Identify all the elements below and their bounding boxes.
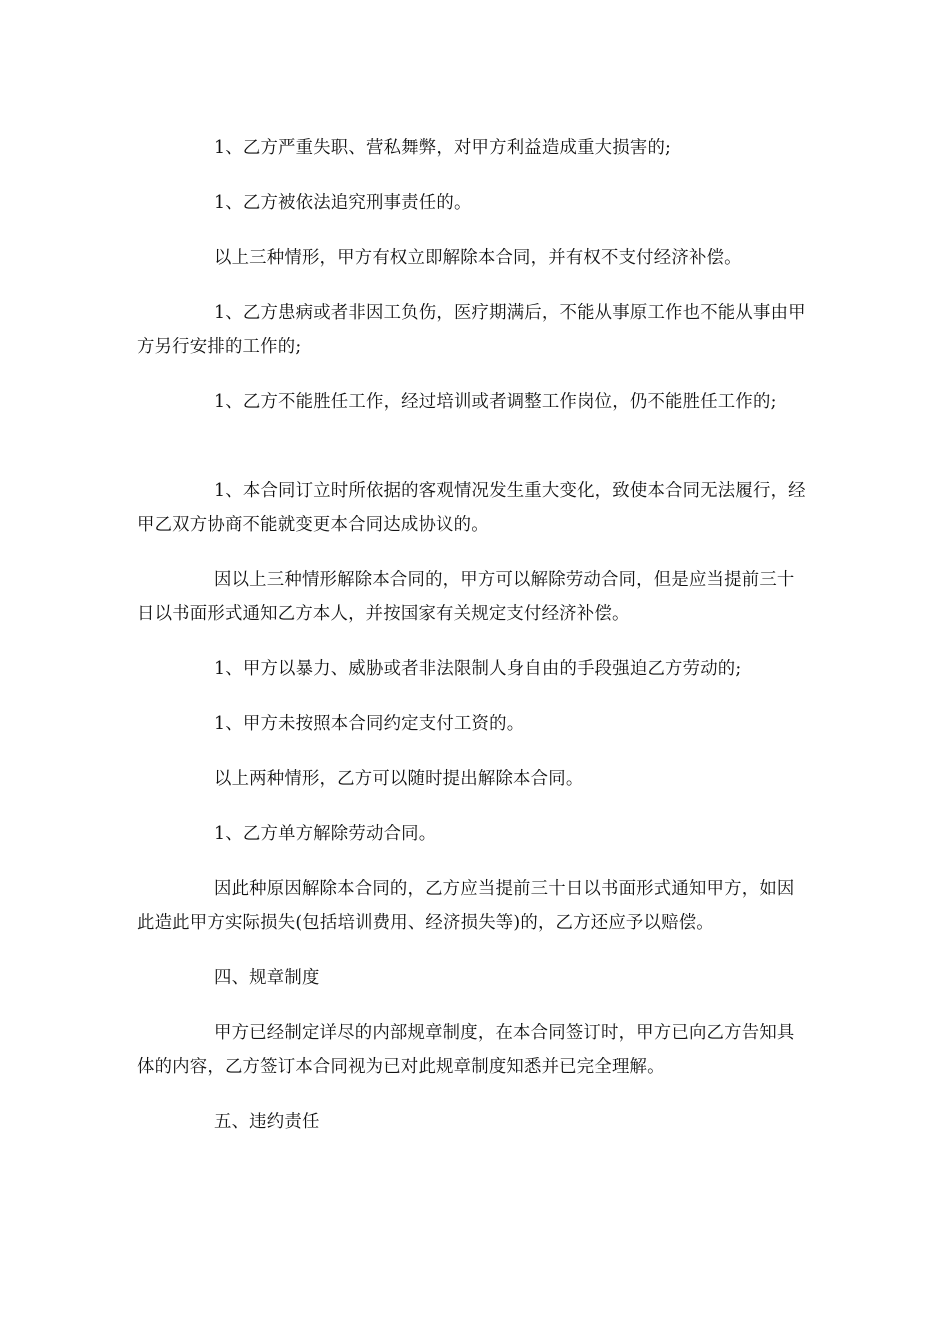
paragraph-4: 1、乙方患病或者非因工负伤，医疗期满后，不能从事原工作也不能从事由甲方另行安排的工作的; [137, 303, 806, 357]
section-heading-liability: 五、违约责任 [214, 1112, 320, 1132]
paragraph-11: 1、乙方单方解除劳动合同。 [214, 824, 437, 844]
paragraph-7: 因以上三种情形解除本合同的，甲方可以解除劳动合同，但是应当提前三十日以书面形式通知乙方本人，并按国家有关规定支付经济补偿。 [137, 570, 795, 624]
paragraph-3: 以上三种情形，甲方有权立即解除本合同，并有权不支付经济补偿。 [214, 248, 742, 268]
paragraph-6: 1、本合同订立时所依据的客观情况发生重大变化，致使本合同无法履行，经甲乙双方协商不能就变更本合同达成协议的。 [137, 481, 806, 535]
paragraph-10: 以上两种情形，乙方可以随时提出解除本合同。 [214, 769, 584, 789]
paragraph-2: 1、乙方被依法追究刑事责任的。 [214, 193, 472, 213]
paragraph-9: 1、甲方未按照本合同约定支付工资的。 [214, 714, 525, 734]
paragraph-1: 1、乙方严重失职、营私舞弊，对甲方利益造成重大损害的; [214, 138, 672, 158]
paragraph-12: 因此种原因解除本合同的，乙方应当提前三十日以书面形式通知甲方，如因此造此甲方实际损失(包括培训费用、经济损失等)的，乙方还应予以赔偿。 [137, 879, 795, 933]
paragraph-5: 1、乙方不能胜任工作，经过培训或者调整工作岗位，仍不能胜任工作的; [214, 392, 777, 412]
paragraph-8: 1、甲方以暴力、威胁或者非法限制人身自由的手段强迫乙方劳动的; [214, 659, 742, 679]
section-heading-rules: 四、规章制度 [214, 968, 320, 988]
paragraph-14: 甲方已经制定详尽的内部规章制度，在本合同签订时，甲方已向乙方告知具体的内容，乙方签订本合同视为已对此规章制度知悉并已完全理解。 [137, 1023, 795, 1077]
